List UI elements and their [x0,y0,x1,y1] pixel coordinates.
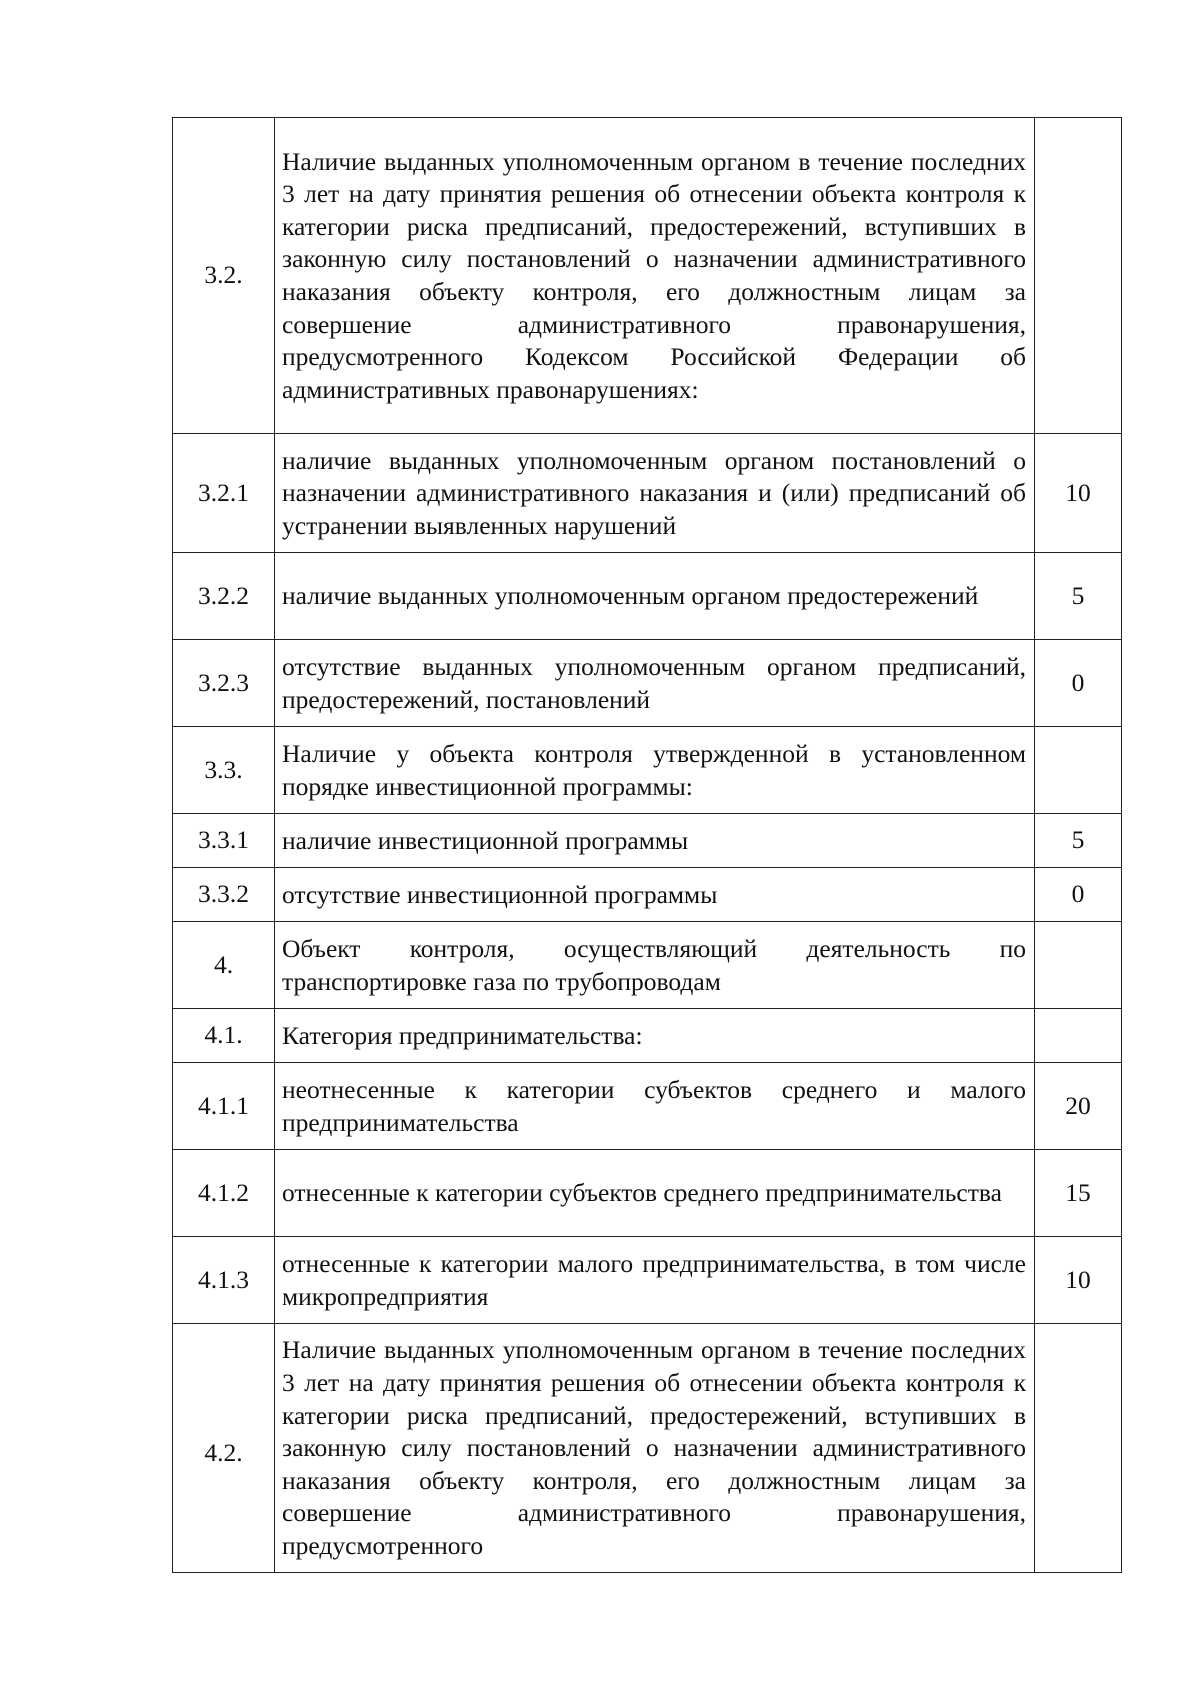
table-row [173,1324,1122,1573]
row-number: 4.1. [173,1009,275,1063]
score-value: 15 [1035,1150,1122,1237]
table-row [173,1237,1122,1324]
table-row [173,1150,1122,1237]
criterion-text: наличие выданных уполномоченным органом предостережений [275,553,1035,640]
score-value [1035,922,1122,1009]
criterion-text: Категория предпринимательства: [275,1009,1035,1063]
criterion-text: наличие выданных уполномоченным органом постановлений о назначении административного наказания и (или) предписаний об устранении выявленных нарушений [275,434,1035,553]
row-number: 3.3.1 [173,814,275,868]
score-value [1035,727,1122,814]
table-row [173,814,1122,868]
score-value: 20 [1035,1063,1122,1150]
row-number: 3.2.1 [173,434,275,553]
score-value [1035,1009,1122,1063]
table-row [173,1009,1122,1063]
criterion-text: наличие инвестиционной программы [275,814,1035,868]
table-row [173,434,1122,553]
row-number: 3.3. [173,727,275,814]
table-row [173,868,1122,922]
criterion-text: неотнесенные к категории субъектов среднего и малого предпринимательства [275,1063,1035,1150]
criterion-text: Наличие у объекта контроля утвержденной в установленном порядке инвестиционной программы: [275,727,1035,814]
row-number: 3.2.2 [173,553,275,640]
row-number: 3.3.2 [173,868,275,922]
row-number: 4. [173,922,275,1009]
score-value: 5 [1035,553,1122,640]
table-row [173,1063,1122,1150]
criterion-text: Наличие выданных уполномоченным органом в течение последних 3 лет на дату принятия решения об отнесении объекта контроля к категории риска предписаний, предостережений, вступивших в законную силу постановлений о назначении административного наказания объекту контроля, его должностным лицам за совершение административного правонарушения, предусмотренного [275,1324,1035,1573]
table-row [173,922,1122,1009]
table-row [173,640,1122,727]
row-number: 3.2.3 [173,640,275,727]
row-number: 4.1.3 [173,1237,275,1324]
score-value: 10 [1035,1237,1122,1324]
risk-criteria-table [172,117,1122,1573]
score-value: 0 [1035,640,1122,727]
row-number: 3.2. [173,118,275,434]
score-value [1035,1324,1122,1573]
row-number: 4.2. [173,1324,275,1573]
criterion-text: отсутствие инвестиционной программы [275,868,1035,922]
criterion-text: отнесенные к категории малого предпринимательства, в том числе микропредприятия [275,1237,1035,1324]
row-number: 4.1.2 [173,1150,275,1237]
score-value: 0 [1035,868,1122,922]
score-value: 5 [1035,814,1122,868]
score-value: 10 [1035,434,1122,553]
table-row [173,727,1122,814]
score-value [1035,118,1122,434]
criterion-text: отнесенные к категории субъектов среднего предпринимательства [275,1150,1035,1237]
criterion-text: отсутствие выданных уполномоченным органом предписаний, предостережений, постановлений [275,640,1035,727]
table-row [173,118,1122,434]
row-number: 4.1.1 [173,1063,275,1150]
criterion-text: Наличие выданных уполномоченным органом в течение последних 3 лет на дату принятия решения об отнесении объекта контроля к категории риска предписаний, предостережений, вступивших в законную силу постановлений о назначении административного наказания объекту контроля, его должностным лицам за совершение административного правонарушения, предусмотренного Кодексом Российской Федерации об административных правонарушениях: [275,118,1035,434]
table-row [173,553,1122,640]
criterion-text: Объект контроля, осуществляющий деятельность по транспортировке газа по трубопроводам [275,922,1035,1009]
